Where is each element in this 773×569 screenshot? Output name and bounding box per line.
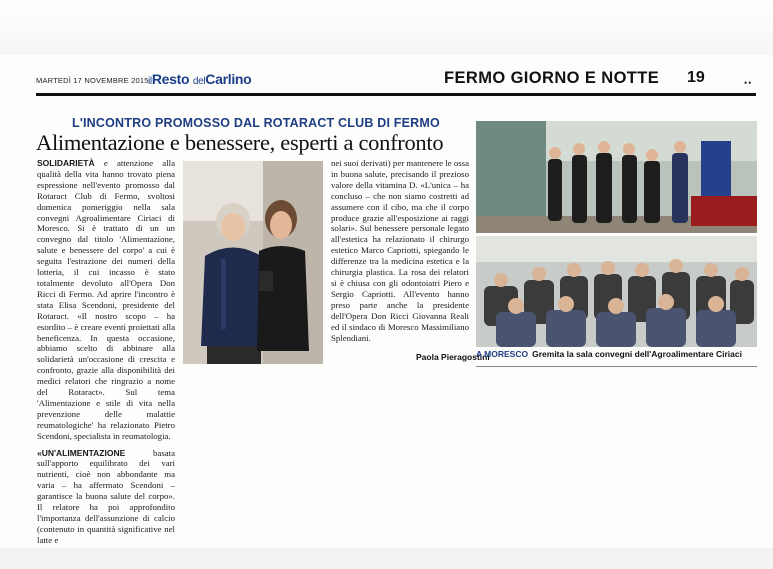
article-kicker: L'INCONTRO PROMOSSO DAL ROTARACT CLUB DI FERMO <box>72 116 440 130</box>
masthead-rule <box>36 93 756 96</box>
lead-word-2: «UN'ALIMENTAZIONE <box>37 447 126 458</box>
article-column-3 <box>331 158 469 349</box>
masthead-dots: •• <box>744 78 753 88</box>
article-headline: Alimentazione e benessere, esperti a confronto <box>36 130 444 155</box>
article-column-1 <box>37 158 175 552</box>
logo-name: Resto <box>151 71 190 87</box>
photo-two-women <box>183 161 323 364</box>
caption-place: A MORESCO <box>476 349 529 359</box>
column-3-paragraph-1: nei suoi derivati) per mantenere le ossa in buona salute, precisando il prezioso valore della vitamina D. «L'unica – ha concluso – che non siamo costretti ad assumere con il cibo, ma che il corpo produce grazie all'esposizione ai raggi solari». Sul benessere personale legato all'estetica ha relazionato il chirurgo estetico Marco Capriotti, spiegando le differenze tra la medicina estetica e la chirurgia plastica. La rosa dei relatori si è chiusa con gli odontoiatri Piero e Sergio Capriotti. All'evento hanno preso parte anche la presidente dell'Opera Don Ricci Giovanna Reali ed il sindaco di Moresco Massimiliano Splendiani. <box>331 158 469 343</box>
issue-date: MARTEDÌ 17 NOVEMBRE 2015 <box>36 76 149 85</box>
caption-rule <box>476 366 757 367</box>
logo-prefix: il <box>148 76 152 87</box>
photo-caption <box>476 349 757 363</box>
photo-audience <box>476 236 757 347</box>
caption-text: Gremita la sala convegni dell'Agroalimentare Ciriaci <box>532 349 742 359</box>
logo-connector: del <box>192 76 206 87</box>
section-title: FERMO GIORNO E NOTTE <box>444 69 660 87</box>
newspaper-logo <box>148 71 251 87</box>
lead-word: SOLIDARIETÀ <box>37 158 95 168</box>
photo-speakers-group <box>476 121 757 233</box>
byline: Paola Pieragostini <box>416 352 490 362</box>
page-fold-top <box>0 0 773 55</box>
logo-suffix: Carlino <box>205 71 252 87</box>
masthead <box>36 68 756 92</box>
column-1-paragraph-2: basata sull'apporto equilibrato dei vari nutrienti, cioè non abbondante ma varia – ha affermato Scendoni – garantisce la buona salute del corpo». Il relatore ha poi approfondito l'importanza dell'assunzione di calcio (contenuto in quantità significative nel latte e <box>37 447 175 545</box>
page-number: 19 <box>687 69 705 86</box>
page-fold-bottom <box>0 548 773 569</box>
column-1-paragraph-1: e attenzione alla qualità della vita hanno trovato piena espressione nell'evento promosso dal Rotaract Club di Fermo, svoltosi domenica pomeriggio nella sala convegni Agroalimentare Ciriaci di Moresco. Si è trattato di un un convegno dal titolo 'Alimentazione, salute e benessere del corpo' a cui è seguita l'estrazione dei numeri della lotteria, il cui incasso è stato totalmente devoluto all'Opera Don Ricci di Fermo. Ad aprire l'incontro è stata Elisa Scendoni, presidente del Rotaract. «Il nostro scopo – ha esordito – è creare eventi proiettati alla beneficenza. In questa occasione, abbiamo scelto di abbinare alla solidarietà un'occasione di crescita e confronto, grazie alla disponibilità dei medici relatori che ringrazio a nome del Rotaract». Sul tema 'Alimentazione e stile di vita nella prevenzione delle malattie reumatologiche' ha relazionato Pietro Scendoni, specialista in reumatologia. <box>37 158 175 441</box>
